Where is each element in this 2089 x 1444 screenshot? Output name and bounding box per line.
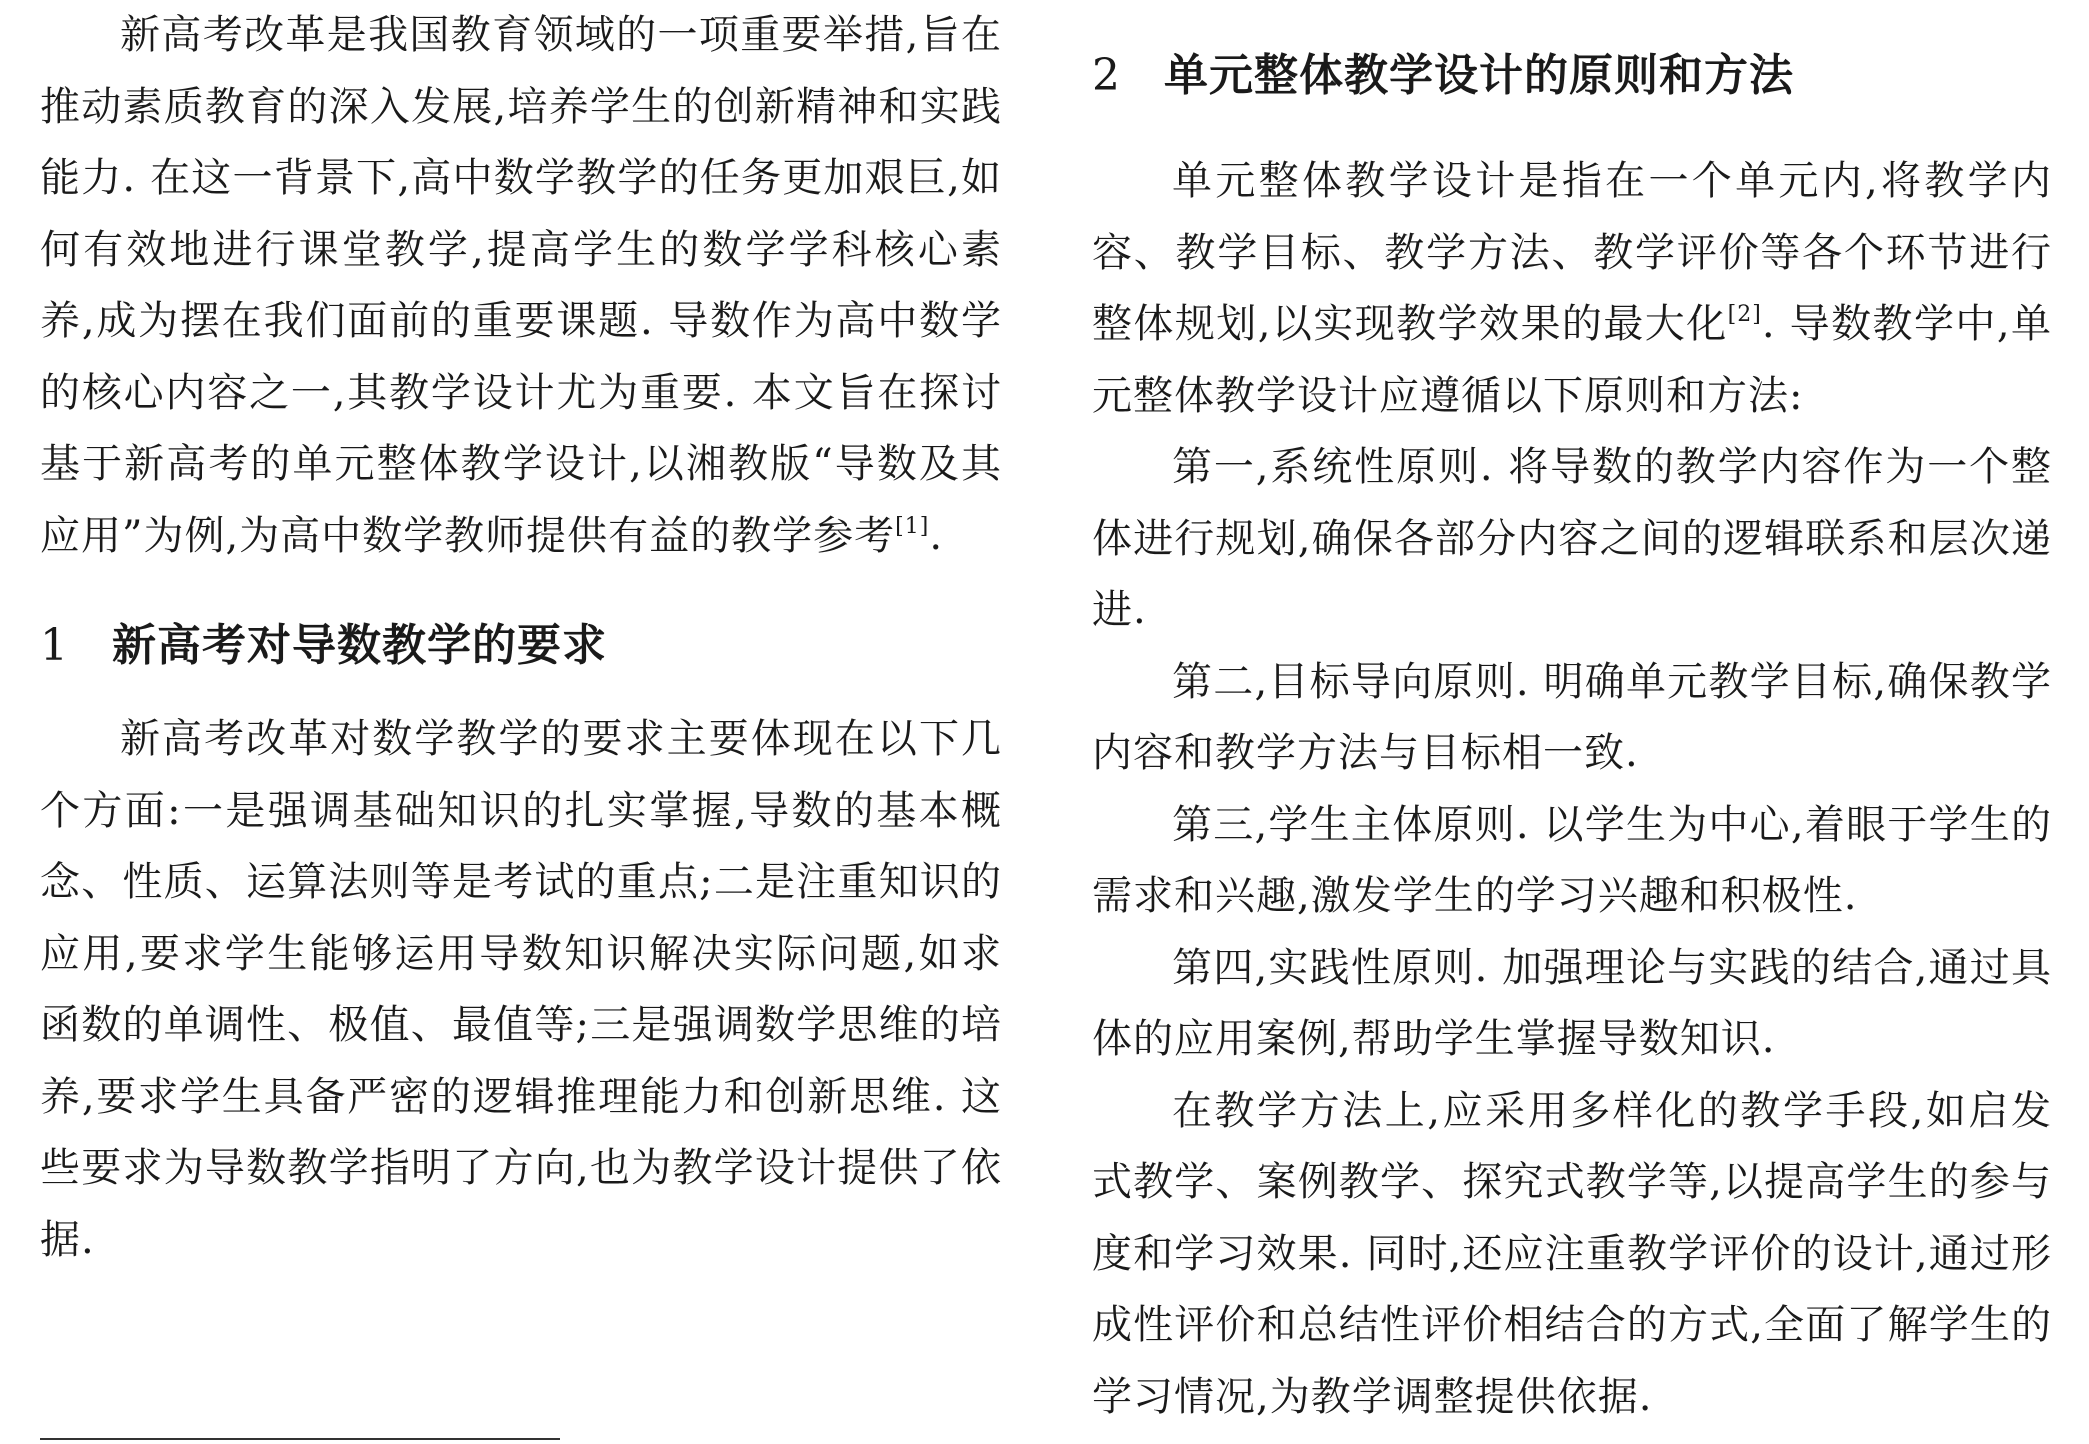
section-2-p1-text: 单元整体教学设计是指在一个单元内,将教学内容、教学目标、教学方法、教学评价等各个环节进行整体规划,以实现教学效果的最大化: [1092, 158, 2052, 347]
section-1-heading: [40, 610, 1002, 682]
teaching-methods-paragraph: 在教学方法上,应采用多样化的教学手段,如启发式教学、案例教学、探究式教学等,以提高学生的参与度和学习效果. 同时,还应注重教学评价的设计,通过形成性评价和总结性评价相结合的方式,全面了解学生的学习情况,为教学调整提供依据.: [1092, 1087, 2052, 1420]
principle-1-paragraph: 第一,系统性原则. 将导数的教学内容作为一个整体进行规划,确保各部分内容之间的逻辑联系和层次递进.: [1092, 444, 2052, 633]
section-2-p1-tail: . 导数教学中,单元整体教学设计应遵循以下原则和方法:: [1092, 301, 2052, 419]
left-column: [40, 0, 1002, 1276]
section-2-heading: [1092, 40, 2052, 112]
section-1-number: 1: [40, 620, 69, 671]
right-column: [1092, 0, 2052, 1433]
citation-ref-1: [1]: [895, 513, 930, 539]
intro-end: .: [929, 512, 944, 559]
section-2-paragraph-1: [1092, 146, 2052, 432]
intro-text: 新高考改革是我国教育领域的一项重要举措,旨在推动素质教育的深入发展,培养学生的创新精神和实践能力. 在这一背景下,高中数学教学的任务更加艰巨,如何有效地进行课堂教学,提高学生的数学学科核心素养,成为摆在我们面前的重要课题. 导数作为高中数学的核心内容之一,其教学设计尤为重要. 本文旨在探讨基于新高考的单元整体教学设计,以湘教版“导数及其应用”为例,为高中数学教师提供有益的教学参考: [40, 12, 1002, 559]
intro-paragraph: [40, 0, 1002, 572]
footnote-divider: [40, 1438, 560, 1440]
principle-2-paragraph: 第二,目标导向原则. 明确单元教学目标,确保教学内容和教学方法与目标相一致.: [1092, 658, 2052, 776]
section-2-title: 单元整体教学设计的原则和方法: [1164, 50, 1794, 101]
section-1-title: 新高考对导数教学的要求: [112, 620, 607, 671]
principle-4-paragraph: 第四,实践性原则. 加强理论与实践的结合,通过具体的应用案例,帮助学生掌握导数知识.: [1092, 944, 2052, 1062]
section-1-paragraph: 新高考改革对数学教学的要求主要体现在以下几个方面:一是强调基础知识的扎实掌握,导数的基本概念、性质、运算法则等是考试的重点;二是注重知识的应用,要求学生能够运用导数知识解决实际问题,如求函数的单调性、极值、最值等;三是强调数学思维的培养,要求学生具备严密的逻辑推理能力和创新思维. 这些要求为导数教学指明了方向,也为教学设计提供了依据.: [40, 716, 1002, 1263]
principle-3-paragraph: 第三,学生主体原则. 以学生为中心,着眼于学生的需求和兴趣,激发学生的学习兴趣和积极性.: [1092, 801, 2052, 919]
section-2-number: 2: [1092, 50, 1121, 101]
citation-ref-2: [2]: [1727, 302, 1762, 327]
